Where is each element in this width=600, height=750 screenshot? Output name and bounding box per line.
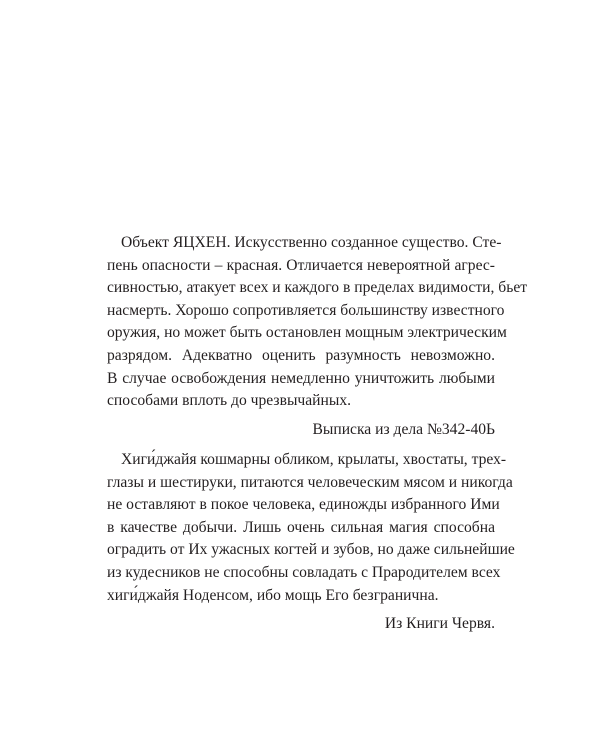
epigraph-line: Хиги́джайя кошмарны обликом, крылаты, хвостаты, трех- bbox=[121, 451, 507, 468]
epigraph-book-of-worm bbox=[107, 449, 515, 635]
epigraph-line: оградить от Их ужасных когтей и зубов, но даже сильнейшие bbox=[107, 541, 515, 559]
epigraph-line: разрядом. Адекватно оценить разумность невозможно. bbox=[107, 346, 495, 364]
epigraph-line: в качестве добычи. Лишь очень сильная магия способна bbox=[107, 518, 495, 536]
epigraph-file-extract bbox=[107, 232, 528, 441]
epigraph-line: способами вплоть до чрезвычайных. bbox=[107, 392, 352, 410]
epigraph-line: хиги́джайя Ноденсом, ибо мощь Его безгранична. bbox=[107, 586, 439, 604]
epigraph-source: Выписка из дела №342-40Ь bbox=[312, 420, 495, 438]
epigraph-source: Из Книги Червя. bbox=[384, 615, 495, 633]
epigraph-line: глазы и шестируки, питаются человеческим мясом и никогда bbox=[107, 473, 513, 491]
epigraph-line: не оставляют в покое человека, единожды избранного Ими bbox=[107, 496, 500, 514]
epigraph-line: сивностью, атакует всех и каждого в пределах видимости, бьет bbox=[107, 279, 528, 297]
epigraph-line: из кудесников не способны совладать с Прародителем всех bbox=[107, 563, 501, 581]
epigraph-line: насмерть. Хорошо сопротивляется большинству известного bbox=[107, 301, 505, 319]
epigraph-line: пень опасности – красная. Отличается невероятной агрес- bbox=[107, 256, 495, 274]
epigraph-line: Объект ЯЦХЕН. Искусственно созданное существо. Сте- bbox=[121, 234, 502, 251]
epigraph-line: В случае освобождения немедленно уничтожить любыми bbox=[107, 369, 495, 387]
epigraph-line: оружия, но может быть остановлен мощным электрическим bbox=[107, 324, 507, 342]
